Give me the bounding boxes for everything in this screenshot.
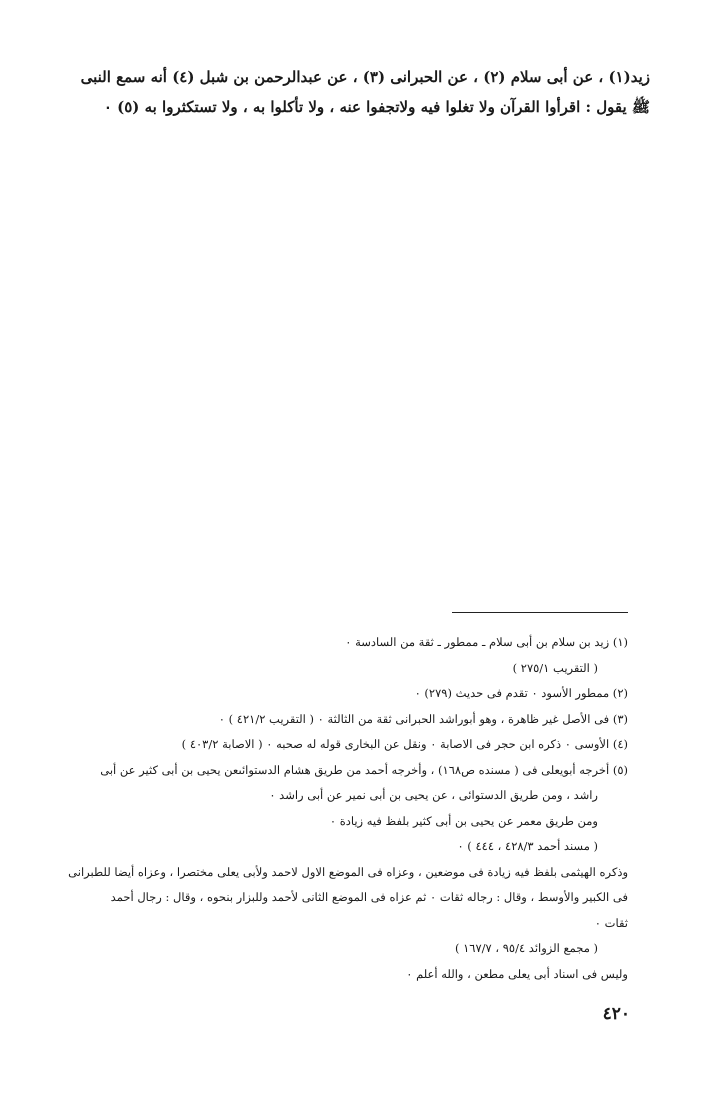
footnote-5-continuation: ومن طريق معمر عن يحيى بن أبى كثير بلفظ فيه زيادة ٠ (329, 813, 598, 828)
footnote-5-conclusion: وليس فى اسناد أبى يعلى مطعن ، والله أعلم ٠ (406, 966, 628, 981)
footnote-2: (٢) ممطور الأسود ٠ تقدم فى حديث (٢٧٩) ٠ (414, 686, 628, 700)
footnote-5-continuation: ثقات ٠ (594, 915, 628, 930)
footnote-3: (٣) فى الأصل غير ظاهرة ، وهو أبوراشد الحبرانى ثقة من الثالثة ٠ ( التقريب ٤٢١/٢ ) ٠ (218, 711, 628, 726)
footnote-5-reference: ( مجمع الزوائد ٩٥/٤ ، ١٦٧/٧ ) (454, 941, 598, 955)
footnote-1-reference: ( التقريب ٢٧٥/١ ) (512, 660, 598, 675)
footnote-1: (١) زيد بن سلام بن أبى سلام ـ ممطور ـ ثقة من السادسة ٠ (345, 635, 628, 649)
footnote-5-continuation: راشد ، ومن طريق الدستوائى ، عن يحيى بن أبى نمير عن أبى راشد ٠ (269, 788, 598, 802)
main-text (70, 62, 650, 122)
footnote-5-continuation: وذكره الهيثمى بلفظ فيه زيادة فى موضعين ، وعزاه فى الموضع الاول لاحمد ولأبى يعلى مختصرا ، وعزاه أيضا للطبرانى (68, 864, 628, 879)
footnote-5-continuation: فى الكبير والأوسط ، وقال : رجاله ثقات ٠ ثم عزاه فى الموضع الثانى لأحمد وللبزار بنحوه ، وقال : رجال أحمد (110, 890, 628, 904)
footnote-divider (452, 612, 628, 613)
page-number: ٤٢٠ (602, 1004, 630, 1024)
footnote-4: (٤) الأوسى ٠ ذكره ابن حجر فى الاصابة ٠ ونقل عن البخارى قوله له صحبه ٠ ( الاصابة ٤٠٣/٢ ) (181, 737, 628, 751)
main-text-line: زيد(١) ، عن أبى سلام (٢) ، عن الحبرانى (٣) ، عن عبدالرحمن بن شبل (٤) أنه سمع النبى (80, 68, 650, 86)
main-text-line: ﷺ يقول : اقرأوا القرآن ولا تغلوا فيه ولاتجفوا عنه ، ولا تأكلوا به ، ولا تستكثروا به (٥) ٠ (103, 98, 650, 116)
footnote-5-reference: ( مسند أحمد ٤٢٨/٣ ، ٤٤٤ ) ٠ (457, 839, 598, 853)
footnotes (60, 630, 628, 987)
footnote-5: (٥) أخرجه أبويعلى فى ( مسنده ص١٦٨) ، وأخرجه أحمد من طريق هشام الدستوائىعن يحيى بن أبى كثير عن أبى (100, 762, 628, 777)
